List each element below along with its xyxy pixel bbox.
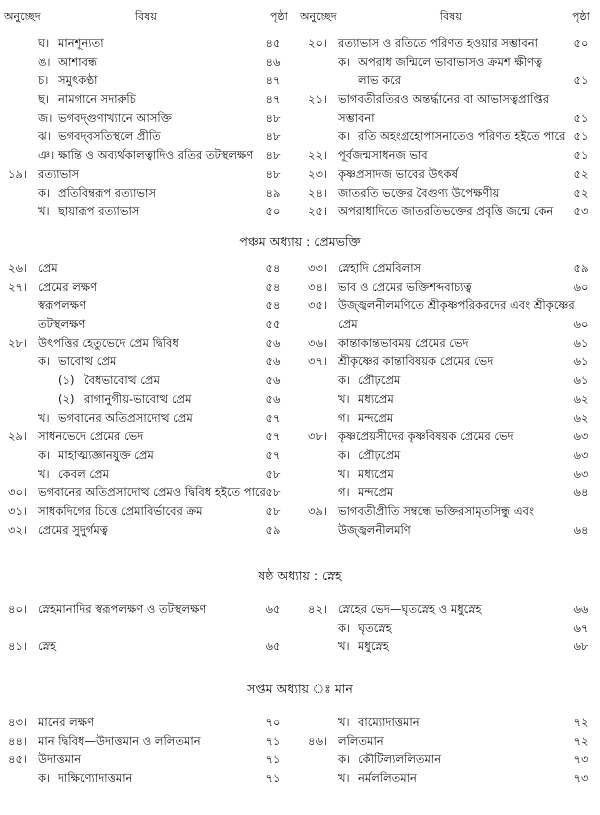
- toc-entry: [300, 732, 600, 751]
- entry-page: ৬৩: [573, 429, 589, 444]
- toc-entry: [0, 278, 300, 297]
- entry-title: স্নেহাদি প্রেমবিলাস: [338, 261, 422, 275]
- toc-entry: [0, 127, 300, 146]
- entry-title: রাগানুগীয়-ভাবোত্থ প্রেম: [84, 391, 192, 406]
- entry-title: ভাগবতীপ্রীতি সম্বন্ধে ভক্তিরসামৃতসিন্ধু এবং: [338, 503, 535, 518]
- entry-page: ৪৮: [265, 148, 281, 163]
- entry-title: সাধকদিগের চিত্তে প্রেমাবির্ভাবের ক্রম: [38, 503, 203, 518]
- entry-title: ভাবোত্থ প্রেম: [58, 354, 117, 369]
- toc-right-column: [300, 259, 600, 539]
- entry-number: ২৫।: [308, 204, 328, 219]
- entry-page: ৬৪: [573, 485, 589, 500]
- entry-title: মন্দপ্রেম: [358, 485, 394, 500]
- entry-number: ৪৩।: [8, 715, 28, 729]
- toc-entry: [0, 53, 300, 72]
- toc-entry: [300, 53, 600, 72]
- entry-title: ক্ষান্তি ও অব্যর্থকালত্বাদিও রতির তটস্থলক্ষণ: [58, 148, 254, 163]
- entry-title: সমুৎকণ্ঠা: [58, 73, 98, 88]
- entry-number: ঙ।: [38, 54, 51, 69]
- entry-title: ভগবানের অতিপ্রসাদোত্থ প্রেমও দ্বিবিধ হইতে পারে: [38, 485, 266, 500]
- toc-entry: [300, 334, 600, 353]
- entry-page: ৪৭: [265, 92, 281, 107]
- entry-number: ৩৮।: [308, 429, 328, 444]
- entry-page: ৫১: [573, 73, 589, 88]
- toc-entry: [0, 371, 300, 390]
- toc-entry: [0, 71, 300, 90]
- toc-entry: [0, 619, 300, 638]
- entry-page: ৭১: [265, 771, 281, 786]
- entry-number: ৩৬।: [308, 335, 328, 350]
- entry-number: ক।: [338, 373, 351, 388]
- toc-entry: [0, 465, 300, 484]
- entry-number: ক।: [338, 447, 351, 462]
- entry-title: মধ্যপ্রেম: [358, 391, 394, 406]
- entry-title: উৎপত্তির হেতুভেদে প্রেম দ্বিবিধ: [38, 335, 179, 350]
- toc-entry: [0, 165, 300, 184]
- toc-entry: [300, 315, 600, 334]
- entry-page: ৫৪: [265, 279, 281, 294]
- entry-number: চ।: [38, 73, 49, 88]
- header-subject: বিষয়: [440, 10, 462, 23]
- entry-page: ৬৭: [573, 620, 589, 635]
- entry-title: নর্মললিতমান: [358, 771, 417, 786]
- entry-title: কৃষ্ণপ্রেয়সীদের কৃষ্ণবিষয়ক প্রেমের ভেদ: [338, 429, 514, 444]
- entry-number: ক।: [38, 447, 51, 462]
- toc-entry: [0, 750, 300, 769]
- entry-title: সম্ভাবনা: [338, 110, 375, 125]
- entry-number: ৪১।: [8, 639, 28, 654]
- entry-page: ৫৮: [265, 503, 281, 518]
- entry-title: ঘৃতস্নেহ: [358, 620, 392, 635]
- entry-title: বাম্যোদাত্তমান: [358, 715, 420, 729]
- entry-title: ভগবানের অতিপ্রসাদোত্থ প্রেম: [58, 410, 193, 425]
- entry-title: মধুস্নেহ: [358, 639, 389, 654]
- entry-page: ৪৮: [265, 166, 281, 181]
- entry-number: ২৬।: [8, 261, 28, 275]
- entry-number: ৪৫।: [8, 752, 28, 767]
- entry-title: পূর্বজন্মসাধনজ ভাব: [338, 148, 428, 163]
- toc-entry: [0, 296, 300, 315]
- toc-entry: [300, 259, 600, 278]
- toc-entry: [0, 502, 300, 521]
- entry-page: ৫৬: [265, 335, 281, 350]
- toc-entry: [0, 390, 300, 409]
- entry-number: ২৯।: [8, 429, 28, 444]
- toc-entry: [300, 409, 600, 428]
- entry-page: ৫৩: [573, 204, 589, 219]
- entry-title: ভাব ও প্রেমের ভক্তিশব্দবাচ্যত্ব: [338, 279, 472, 294]
- entry-title: উদাত্তমান: [38, 752, 82, 767]
- toc-entry: [0, 202, 300, 221]
- toc-entry: [0, 90, 300, 109]
- toc-entry: [300, 165, 600, 184]
- entry-title: ভগবদ্‌গুণাখ্যানে আসক্তি: [58, 110, 172, 125]
- entry-page: ৪৯: [265, 185, 281, 200]
- entry-number: ২৭।: [8, 279, 28, 294]
- entry-number: ১৯।: [8, 166, 28, 181]
- toc-entry: [0, 521, 300, 540]
- toc-entry: [300, 427, 600, 446]
- entry-number: ৪০।: [8, 602, 28, 616]
- entry-page: ৬১: [573, 354, 589, 369]
- toc-entry: [300, 278, 600, 297]
- entry-number: খ।: [38, 410, 50, 425]
- toc-entry: [0, 409, 300, 428]
- entry-page: ৫৬: [265, 373, 281, 388]
- toc-entry: [300, 352, 600, 371]
- entry-number: ঝ।: [38, 129, 51, 144]
- toc-right-column: [300, 713, 600, 788]
- entry-title: ললিতমান: [338, 733, 384, 748]
- entry-page: ৭২: [573, 733, 589, 748]
- entry-page: ৫১: [573, 110, 589, 125]
- toc-left-column: [0, 34, 300, 221]
- toc-entry: [0, 769, 300, 788]
- entry-title: অপরাধ জন্মিলে ভাবাভাসও ক্রমশ ক্ষীণত্ব: [358, 54, 543, 69]
- toc-entry: [0, 259, 300, 278]
- entry-title: মন্দপ্রেম: [358, 410, 394, 425]
- toc-entry: [300, 713, 600, 732]
- entry-number: ৪৬।: [308, 733, 328, 748]
- toc-right-column: [300, 600, 600, 656]
- toc-left-column: [0, 259, 300, 539]
- entry-page: ৫০: [573, 36, 589, 50]
- entry-title: মধ্যপ্রেম: [358, 466, 394, 481]
- header-section-number: অনুচ্ছেদ: [4, 10, 41, 23]
- entry-title: রত্যাভাস: [38, 166, 80, 181]
- entry-number: ঘ।: [38, 36, 50, 50]
- entry-number: ৩৩।: [308, 261, 328, 275]
- toc-entry: [300, 637, 600, 656]
- entry-page: ৬০: [573, 279, 589, 294]
- entry-page: ৫৪: [265, 261, 281, 275]
- toc-entry: [300, 184, 600, 203]
- entry-number: ৪৪।: [8, 733, 28, 748]
- entry-page: ৫৫: [265, 317, 281, 332]
- entry-title: উজ্জ্বলনীলমণি: [338, 522, 411, 537]
- entry-page: ৭১: [265, 752, 281, 767]
- entry-page: ৫৮: [265, 485, 281, 500]
- entry-page: ৫২: [573, 185, 589, 200]
- entry-page: ৫৮: [265, 466, 281, 481]
- entry-page: ৫৭: [265, 429, 281, 444]
- entry-page: ৫৭: [265, 447, 281, 462]
- entry-page: ৬১: [573, 335, 589, 350]
- header-page: পৃষ্ঠা: [572, 10, 590, 23]
- entry-page: ৬৩: [573, 447, 589, 462]
- entry-number: ক।: [338, 752, 351, 767]
- entry-page: ৫৭: [265, 410, 281, 425]
- entry-number: জ।: [38, 110, 53, 125]
- toc-entry: [300, 127, 600, 146]
- entry-number: খ।: [338, 715, 350, 729]
- entry-page: ৬৬: [573, 602, 589, 616]
- entry-title: জাতরতি ভক্তের বৈগুণ্য উপেক্ষণীয়: [338, 185, 500, 200]
- entry-title: ভগবদ্‌বসতিস্থলে প্রীতি: [58, 129, 161, 144]
- entry-title: প্রেমের লক্ষণ: [38, 279, 98, 294]
- entry-title: ছায়ারূপ রত্যাভাস: [58, 204, 140, 219]
- entry-title: প্রেম: [338, 317, 358, 332]
- entry-title: বৈধভাবোত্থ প্রেম: [84, 373, 160, 388]
- entry-number: ২২।: [308, 148, 328, 163]
- entry-title: তটস্থলক্ষণ: [38, 317, 86, 332]
- header-section-number: অনুচ্ছেদ: [300, 10, 337, 23]
- entry-title: আশাবন্ধ: [58, 54, 98, 69]
- toc-entry: [0, 483, 300, 502]
- entry-page: ৬৫: [265, 639, 281, 654]
- entry-page: ৬০: [573, 317, 589, 332]
- entry-number: খ।: [338, 466, 350, 481]
- toc-entry: [300, 90, 600, 109]
- toc-entry: [300, 371, 600, 390]
- toc-entry: [0, 315, 300, 334]
- toc-entry: [0, 146, 300, 165]
- entry-page: ৫৪: [265, 298, 281, 313]
- entry-page: ৭৩: [573, 771, 589, 786]
- entry-number: ক।: [338, 129, 351, 144]
- toc-entry: [0, 600, 300, 619]
- entry-number: (২): [58, 391, 75, 406]
- entry-number: ২৮।: [8, 335, 28, 350]
- toc-entry: [300, 750, 600, 769]
- entry-page: ৬৫: [265, 602, 281, 616]
- entry-number: খ।: [338, 771, 350, 786]
- entry-title: কান্তাকান্তভাবময় প্রেমের ভেদ: [338, 335, 469, 350]
- toc-entry: [0, 34, 300, 53]
- entry-page: ৫২: [573, 166, 589, 181]
- entry-title: রতি অহংগ্রহোপাসনাতেও পরিণত হইতে পারে: [358, 129, 566, 144]
- entry-page: ৬৩: [573, 466, 589, 481]
- entry-title: কেবল প্রেম: [58, 466, 109, 481]
- entry-number: ৪২।: [308, 602, 328, 616]
- entry-number: (১): [58, 373, 75, 388]
- entry-title: সাধনভেদে প্রেমের ভেদ: [38, 429, 144, 444]
- toc-entry: [0, 713, 300, 732]
- entry-page: ৪৫: [265, 36, 281, 50]
- entry-title: অপরাধাদিতে জাতরতিভক্তের প্রবৃত্তি জন্মে কেন: [338, 204, 554, 219]
- entry-title: উজ্জ্বলনীলমণিতে শ্রীকৃষ্ণপরিকরদের এবং শ্রীকৃষ্ণের: [338, 298, 575, 313]
- toc-entry: [300, 390, 600, 409]
- entry-title: প্রেম: [38, 261, 58, 275]
- entry-number: ক।: [338, 620, 351, 635]
- entry-page: ৫১: [573, 129, 589, 144]
- toc-entry: [300, 521, 600, 540]
- entry-title: দাক্ষিণ্যোদাত্তমান: [58, 771, 133, 786]
- toc-entry: [0, 637, 300, 656]
- toc-entry: [300, 502, 600, 521]
- entry-title: প্রৌঢ়প্রেম: [358, 447, 401, 462]
- entry-number: গ।: [338, 410, 350, 425]
- entry-page: ৫৬: [265, 354, 281, 369]
- entry-title: প্রতিবিম্বরূপ রত্যাভাস: [58, 185, 156, 200]
- entry-title: ভাগবতীরতিরও অন্তর্দ্ধানের বা আভাসত্বপ্রাপ্তির: [338, 92, 550, 107]
- chapter-heading-5: পঞ্চম অধ্যায় : প্রেমভক্তি: [239, 234, 361, 249]
- entry-title: স্নেহের ভেদ—ঘৃতস্নেহ ও মধুস্নেহ: [338, 602, 482, 616]
- entry-page: ৭৩: [573, 752, 589, 767]
- header-page: পৃষ্ঠা: [270, 10, 288, 23]
- entry-number: ছ।: [38, 92, 50, 107]
- entry-page: ৪৮: [265, 129, 281, 144]
- entry-number: ৩৪।: [308, 279, 328, 294]
- header-subject: বিষয়: [135, 10, 157, 23]
- entry-number: গ।: [338, 485, 350, 500]
- toc-entry: [300, 202, 600, 221]
- entry-number: খ।: [338, 391, 350, 406]
- entry-title: মাহাত্ম্যজ্ঞানযুক্ত প্রেম: [58, 447, 154, 462]
- entry-page: ৫৬: [265, 391, 281, 406]
- entry-number: ক।: [38, 771, 51, 786]
- entry-page: ৭১: [265, 733, 281, 748]
- toc-entry: [0, 334, 300, 353]
- entry-page: ৭০: [265, 715, 281, 729]
- entry-title: প্রেমের সুদুর্গমত্ব: [38, 522, 108, 537]
- entry-page: ৬৮: [573, 639, 589, 654]
- entry-page: ৫১: [573, 148, 589, 163]
- entry-number: ক।: [338, 54, 351, 69]
- chapter-heading-6: ষষ্ঠ অধ্যায় : স্নেহ: [258, 568, 342, 583]
- entry-number: ৩০।: [8, 485, 28, 500]
- entry-number: ২০।: [308, 36, 328, 50]
- entry-page: ৫০: [265, 204, 281, 219]
- entry-title: লাভ করে: [358, 73, 402, 88]
- entry-page: ৬১: [573, 373, 589, 388]
- entry-number: ক।: [38, 185, 51, 200]
- toc-entry: [0, 109, 300, 128]
- entry-title: মান দ্বিবিধ—উদাত্তমান ও ললিতমান: [38, 733, 201, 748]
- entry-page: ৭২: [573, 715, 589, 729]
- toc-left-column: [0, 600, 300, 656]
- toc-entry: [300, 71, 600, 90]
- toc-entry: [300, 619, 600, 638]
- entry-number: ২১।: [308, 92, 328, 107]
- chapter-heading-7: সপ্তম অধ্যায় ঃ মান: [247, 681, 353, 696]
- entry-number: ৩৯।: [308, 503, 328, 518]
- entry-title: কৃষ্ণপ্রসাদজ ভাবের উৎকর্ষ: [338, 166, 458, 181]
- entry-number: ২৪।: [308, 185, 328, 200]
- entry-title: রত্যাভাস ও রতিতে পরিণত হওয়ার সম্ভাবনা: [338, 36, 538, 50]
- entry-title: নামগানে সদারুচি: [58, 92, 136, 107]
- toc-entry: [300, 296, 600, 315]
- toc-entry: [0, 446, 300, 465]
- entry-number: ২৩।: [308, 166, 328, 181]
- entry-number: খ।: [38, 466, 50, 481]
- entry-page: ৪৬: [265, 54, 281, 69]
- toc-entry: [0, 732, 300, 751]
- entry-number: ক।: [38, 354, 51, 369]
- toc-entry: [300, 446, 600, 465]
- entry-title: মানের লক্ষণ: [38, 715, 95, 729]
- toc-left-column: [0, 713, 300, 788]
- entry-page: ৫৯: [265, 522, 281, 537]
- entry-number: খ।: [338, 639, 350, 654]
- entry-title: স্নেহমানাদির স্বরূপলক্ষণ ও তটস্থলক্ষণ: [38, 602, 207, 616]
- entry-title: স্নেহ: [38, 639, 56, 654]
- entry-number: ৩১।: [8, 503, 28, 518]
- entry-page: ৬২: [573, 391, 589, 406]
- toc-right-column: [300, 34, 600, 221]
- entry-title: মানশূন্যতা: [58, 36, 104, 50]
- entry-title: প্রৌঢ়প্রেম: [358, 373, 401, 388]
- toc-entry: [0, 184, 300, 203]
- entry-title: কৌটিল্যললিতমান: [358, 752, 442, 767]
- entry-page: ৬৪: [573, 522, 589, 537]
- entry-number: ৩৭।: [308, 354, 328, 369]
- toc-entry: [0, 352, 300, 371]
- entry-page: ৪৭: [265, 73, 281, 88]
- entry-title: স্বরূপলক্ষণ: [38, 298, 87, 313]
- toc-entry: [0, 427, 300, 446]
- entry-number: ঞ।: [38, 148, 55, 163]
- entry-number: খ।: [38, 204, 50, 219]
- entry-page: ৪৮: [265, 110, 281, 125]
- entry-number: ৩৫।: [308, 298, 328, 313]
- toc-entry: [300, 769, 600, 788]
- toc-entry: [300, 34, 600, 53]
- entry-page: ৫৯: [573, 261, 589, 275]
- toc-entry: [300, 109, 600, 128]
- entry-page: ৬২: [573, 410, 589, 425]
- entry-number: ৩২।: [8, 522, 28, 537]
- toc-entry: [300, 483, 600, 502]
- entry-title: শ্রীকৃষ্ণের কান্তাবিষয়ক প্রেমের ভেদ: [338, 354, 494, 369]
- toc-entry: [300, 465, 600, 484]
- toc-entry: [300, 600, 600, 619]
- toc-entry: [300, 146, 600, 165]
